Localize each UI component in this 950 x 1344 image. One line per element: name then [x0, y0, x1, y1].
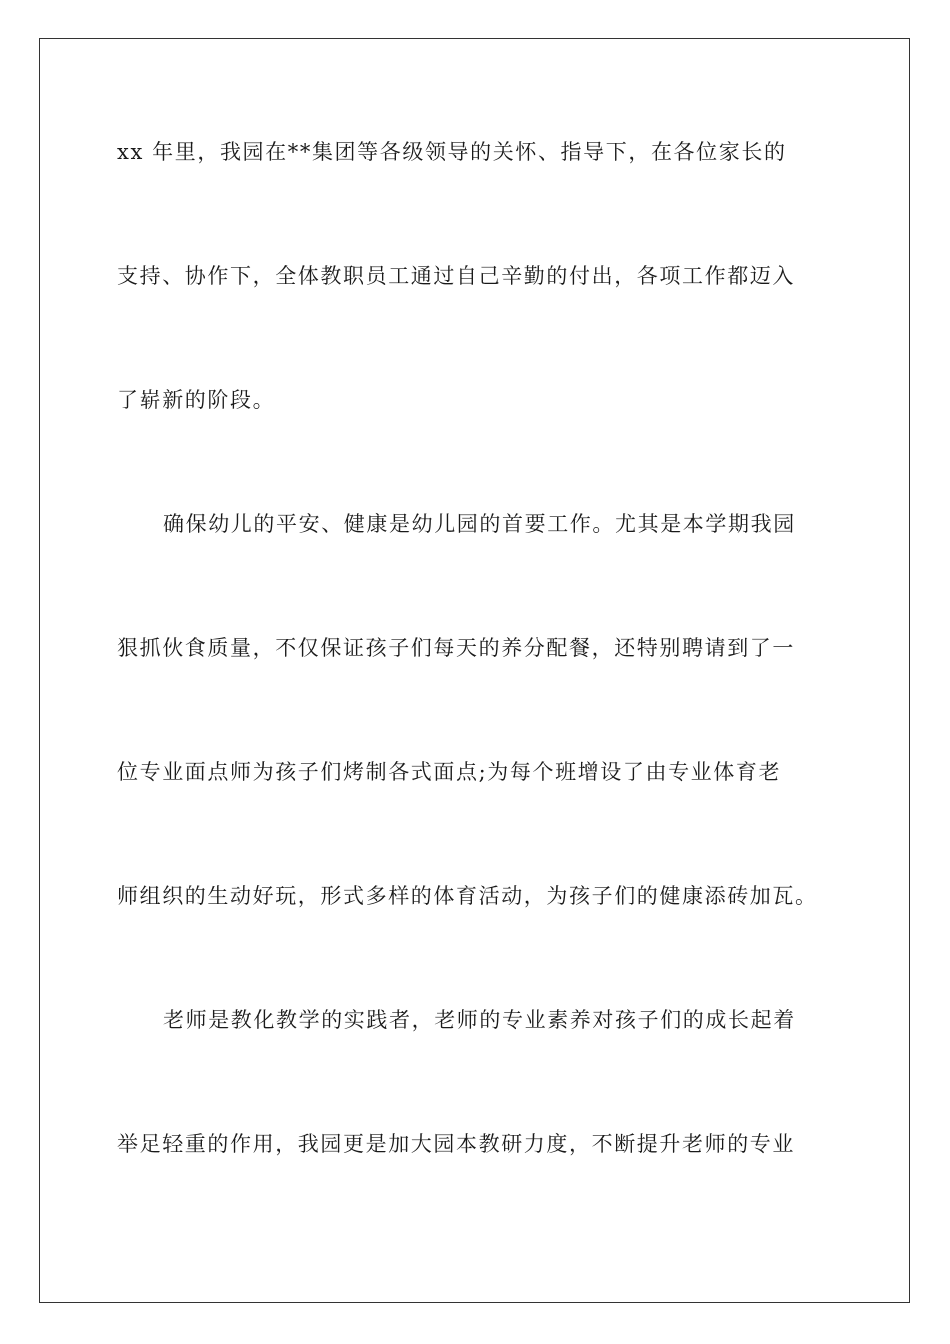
page-border: [39, 38, 910, 1303]
text-line: 师组织的生动好玩，形式多样的体育活动，为孩子们的健康添砖加瓦。: [117, 884, 818, 908]
text-line: 了崭新的阶段。: [117, 388, 276, 412]
text-line: 确保幼儿的平安、健康是幼儿园的首要工作。尤其是本学期我园: [163, 512, 796, 536]
text-line: 狠抓伙食质量，不仅保证孩子们每天的养分配餐，还特别聘请到了一: [117, 636, 795, 660]
text-line: 支持、协作下，全体教职员工通过自己辛勤的付出，各项工作都迈入: [117, 264, 795, 288]
text-line: 老师是教化教学的实践者，老师的专业素养对孩子们的成长起着: [163, 1008, 796, 1032]
text-line: 位专业面点师为孩子们烤制各式面点;为每个班增设了由专业体育老: [117, 760, 782, 784]
text-line: xx 年里，我园在**集团等各级领导的关怀、指导下，在各位家长的: [117, 140, 787, 164]
text-line: 举足轻重的作用，我园更是加大园本教研力度，不断提升老师的专业: [117, 1132, 795, 1156]
